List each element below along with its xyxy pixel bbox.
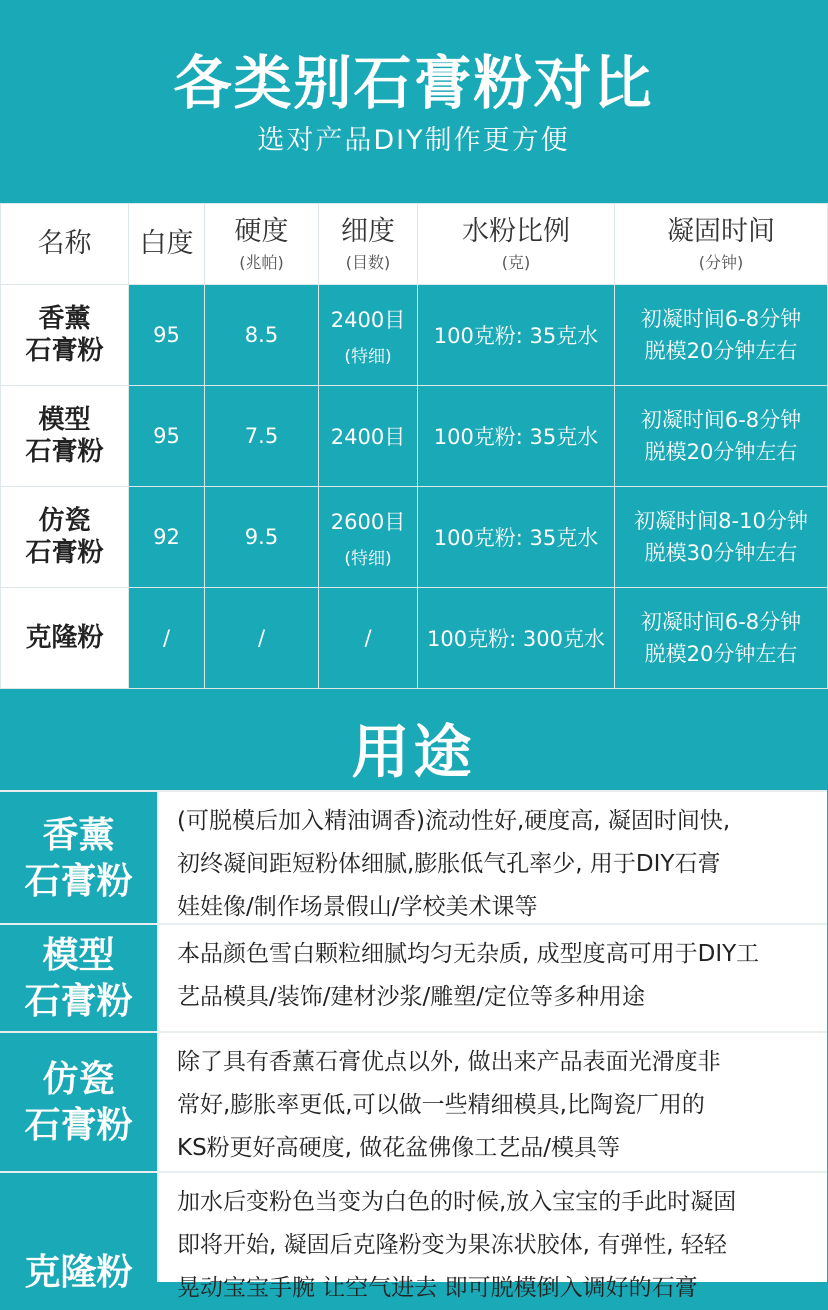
usage-label: 仿瓷 石膏粉	[0, 1033, 159, 1173]
row-set-time: 初凝时间8-10分钟 脱模30分钟左右	[615, 487, 828, 588]
comparison-table	[0, 203, 828, 689]
page-subtitle: 选对产品DIY制作更方便	[257, 125, 570, 156]
row-set-time: 初凝时间6-8分钟 脱模20分钟左右	[615, 285, 828, 386]
usage-row	[0, 790, 827, 925]
row-name: 仿瓷 石膏粉	[1, 487, 129, 588]
row-ratio: 100克粉: 300克水	[418, 588, 615, 689]
usage-label: 香薰 石膏粉	[0, 792, 159, 925]
table-header-row	[1, 204, 828, 285]
col-header-whiteness: 白度	[129, 204, 205, 285]
usage-section-title: 用途	[351, 718, 476, 786]
header-banner	[0, 0, 827, 200]
row-fineness: /	[319, 588, 418, 689]
row-hardness: 8.5	[205, 285, 319, 386]
row-fineness: 2600目 (特细)	[319, 487, 418, 588]
row-ratio: 100克粉: 35克水	[418, 386, 615, 487]
row-ratio: 100克粉: 35克水	[418, 487, 615, 588]
row-hardness: 7.5	[205, 386, 319, 487]
usage-label: 克隆粉	[0, 1173, 159, 1282]
row-set-time: 初凝时间6-8分钟 脱模20分钟左右	[615, 588, 828, 689]
usage-description: 加水后变粉色当变为白色的时候,放入宝宝的手此时凝固 即将开始, 凝固后克隆粉变为果冻状胶体, 有弹性, 轻轻 晃动宝宝手腕 让空气进去 即可脱模倒入调好的石膏	[159, 1173, 827, 1282]
usage-description: (可脱模后加入精油调香)流动性好,硬度高, 凝固时间快, 初终凝间距短粉体细腻,膨胀低气孔率少, 用于DIY石膏 娃娃像/制作场景假山/学校美术课等	[159, 792, 827, 925]
usage-row	[0, 1031, 827, 1173]
row-whiteness: /	[129, 588, 205, 689]
table-row	[1, 285, 828, 386]
row-hardness: 9.5	[205, 487, 319, 588]
col-header-ratio: 水粉比例 (克)	[418, 204, 615, 285]
row-fineness: 2400目	[319, 386, 418, 487]
table-row	[1, 588, 828, 689]
table-row	[1, 386, 828, 487]
row-whiteness: 92	[129, 487, 205, 588]
col-header-hardness: 硬度 (兆帕)	[205, 204, 319, 285]
row-ratio: 100克粉: 35克水	[418, 285, 615, 386]
usage-description: 本品颜色雪白颗粒细腻均匀无杂质, 成型度高可用于DIY工 艺品模具/装饰/建材沙浆/雕塑/定位等多种用途	[159, 925, 827, 1033]
col-header-set-time: 凝固时间 (分钟)	[615, 204, 828, 285]
col-header-fineness: 细度 (目数)	[319, 204, 418, 285]
row-hardness: /	[205, 588, 319, 689]
row-set-time: 初凝时间6-8分钟 脱模20分钟左右	[615, 386, 828, 487]
row-name: 模型 石膏粉	[1, 386, 129, 487]
usage-label: 模型 石膏粉	[0, 925, 159, 1033]
usage-description: 除了具有香薰石膏优点以外, 做出来产品表面光滑度非 常好,膨胀率更低,可以做一些精细模具,比陶瓷厂用的 KS粉更好高硬度, 做花盆佛像工艺品/模具等	[159, 1033, 827, 1173]
usage-row	[0, 1171, 827, 1301]
row-name: 香薰 石膏粉	[1, 285, 129, 386]
page-title: 各类别石膏粉对比	[173, 49, 654, 117]
row-name: 克隆粉	[1, 588, 129, 689]
row-fineness: 2400目 (特细)	[319, 285, 418, 386]
table-row	[1, 487, 828, 588]
row-whiteness: 95	[129, 386, 205, 487]
col-header-name: 名称	[1, 204, 129, 285]
usage-row	[0, 923, 827, 1033]
row-whiteness: 95	[129, 285, 205, 386]
